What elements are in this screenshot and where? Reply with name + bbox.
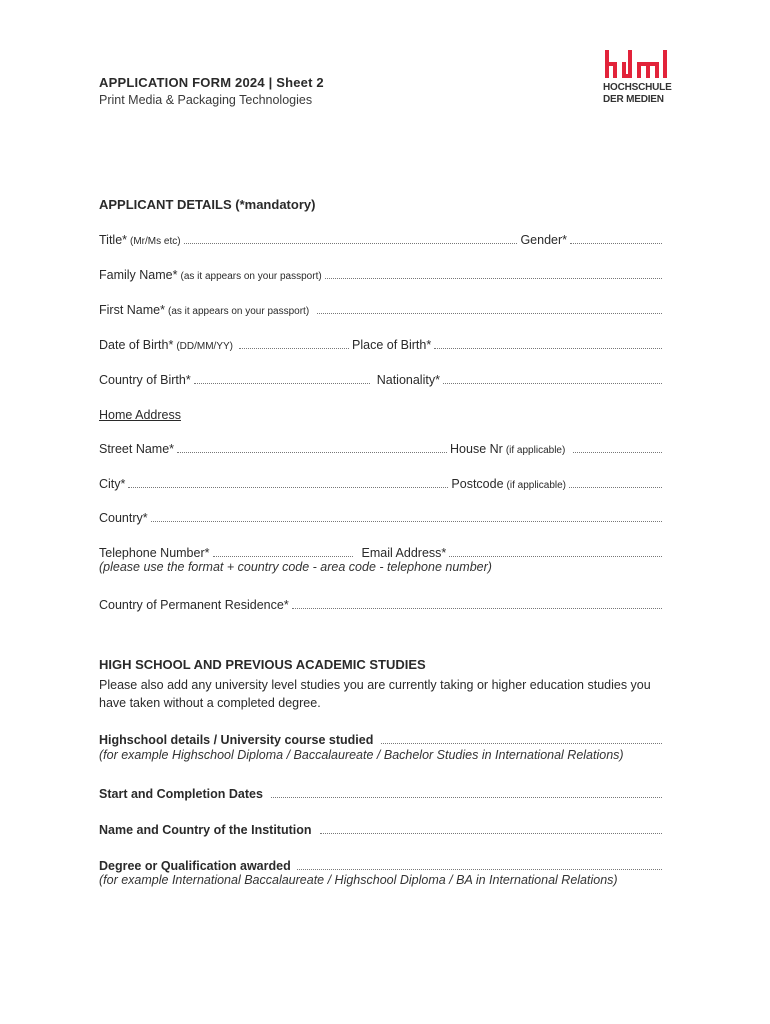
hdm-logo — [603, 50, 675, 110]
highschool-details-hint: (for example Highschool Diploma / Baccalaureate / Bachelor Studies in International Relations) — [99, 748, 624, 762]
pob-field[interactable] — [434, 348, 662, 349]
dob-field[interactable] — [239, 348, 349, 349]
country-row — [99, 507, 665, 525]
highschool-details-label: Highschool details / University course studied — [99, 733, 374, 747]
institution-field[interactable] — [320, 833, 663, 834]
email-label: Email Address* — [361, 546, 447, 560]
first-name-field[interactable] — [317, 313, 662, 314]
family-name-field[interactable] — [325, 278, 662, 279]
country-nationality-row — [99, 369, 665, 387]
house-label: House Nr — [450, 442, 503, 456]
family-name-row — [99, 264, 665, 282]
street-row — [99, 438, 665, 456]
postcode-label: Postcode — [451, 477, 504, 491]
studies-intro: Please also add any university level studies you are currently taking or higher education studies you have taken without a completed degree. — [99, 678, 651, 710]
home-address-heading-row — [99, 404, 665, 422]
highschool-details-field[interactable] — [381, 743, 662, 744]
family-name-hint: (as it appears on your passport) — [180, 271, 322, 282]
country-of-birth-field[interactable] — [194, 383, 370, 384]
applicant-details-heading: APPLICANT DETAILS (*mandatory) — [99, 197, 316, 212]
phone-format-hint: (please use the format + country code - area code - telephone number) — [99, 560, 492, 574]
phone-email-row — [99, 542, 665, 560]
family-name-label: Family Name* — [99, 268, 178, 282]
gender-field[interactable] — [570, 243, 662, 244]
first-name-row — [99, 299, 665, 317]
first-name-hint: (as it appears on your passport) — [167, 306, 310, 317]
email-field[interactable] — [449, 556, 662, 557]
street-label: Street Name* — [99, 442, 175, 456]
street-field[interactable] — [177, 452, 447, 453]
degree-label: Degree or Qualification awarded — [99, 859, 291, 873]
form-title: APPLICATION FORM 2024 | Sheet 2 — [99, 75, 324, 90]
logo-line-2: DER MEDIEN — [603, 94, 664, 105]
phone-label: Telephone Number* — [99, 546, 210, 560]
dates-label: Start and Completion Dates — [99, 787, 263, 801]
hdm-logo-mark — [603, 50, 673, 80]
institution-label: Name and Country of the Institution — [99, 823, 312, 837]
birth-row — [99, 334, 665, 352]
form-subtitle: Print Media & Packaging Technologies — [99, 93, 313, 107]
gender-label: Gender* — [520, 233, 567, 247]
degree-hint: (for example International Baccalaureate / Highschool Diploma / BA in International Relations) — [99, 873, 618, 887]
title-field[interactable] — [184, 243, 518, 244]
title-gender-row — [99, 229, 665, 247]
country-of-birth-label: Country of Birth* — [99, 373, 191, 387]
residence-row — [99, 594, 665, 612]
house-hint: (if applicable) — [505, 445, 566, 456]
first-name-label: First Name* — [99, 303, 165, 317]
phone-field[interactable] — [213, 556, 353, 557]
nationality-field[interactable] — [443, 383, 662, 384]
dob-label: Date of Birth* — [99, 338, 174, 352]
residence-label: Country of Permanent Residence* — [99, 598, 289, 612]
house-field[interactable] — [573, 452, 662, 453]
country-label: Country* — [99, 511, 148, 525]
institution-row — [99, 819, 665, 837]
residence-field[interactable] — [292, 608, 662, 609]
degree-row — [99, 855, 665, 873]
dob-hint: (DD/MM/YY) — [176, 341, 234, 352]
city-field[interactable] — [128, 487, 448, 488]
city-label: City* — [99, 477, 126, 491]
degree-field[interactable] — [297, 869, 662, 870]
dates-field[interactable] — [271, 797, 662, 798]
studies-heading: HIGH SCHOOL AND PREVIOUS ACADEMIC STUDIES — [99, 657, 426, 672]
logo-line-1: HOCHSCHULE — [603, 82, 672, 93]
country-field[interactable] — [151, 521, 662, 522]
highschool-details-row — [99, 729, 665, 747]
postcode-hint: (if applicable) — [506, 480, 567, 491]
city-row — [99, 473, 665, 491]
nationality-label: Nationality* — [376, 373, 440, 387]
pob-label: Place of Birth* — [352, 338, 432, 352]
postcode-field[interactable] — [569, 487, 662, 488]
title-label: Title* — [99, 233, 128, 247]
dates-row — [99, 783, 665, 801]
logo-wordmark — [603, 82, 672, 106]
home-address-heading: Home Address — [99, 408, 181, 422]
title-hint: (Mr/Ms etc) — [130, 236, 181, 247]
